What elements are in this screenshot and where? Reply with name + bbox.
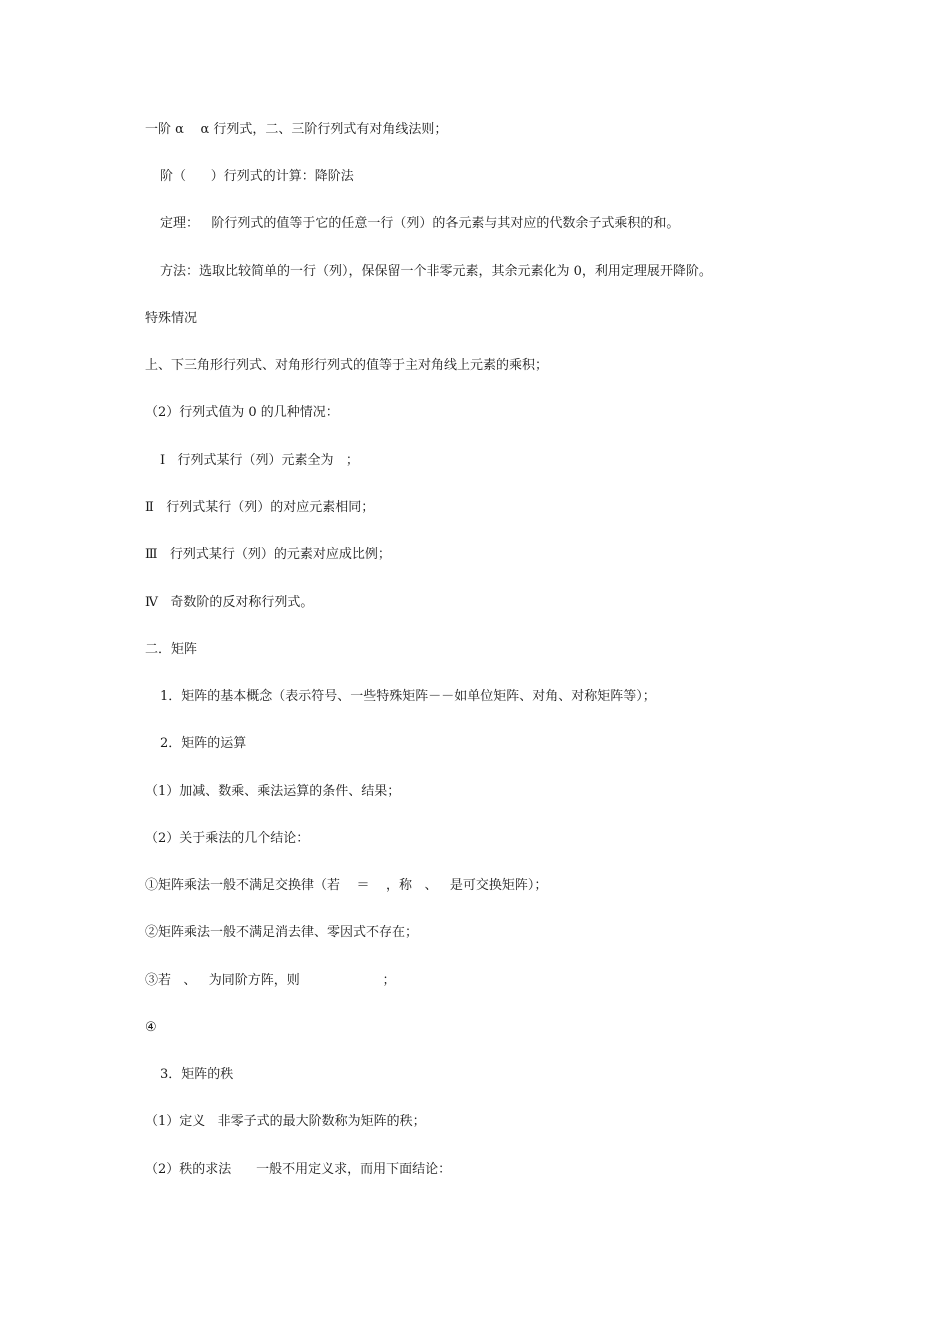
text-line-15: （1）加减、数乘、乘法运算的条件、结果；	[145, 784, 401, 799]
subsection-heading-operations: 2．矩阵的运算	[160, 736, 247, 751]
text-line-1: 一阶 α α 行列式，二、三阶行列式有对角线法则；	[145, 122, 448, 137]
text-line-3: 定理： 阶行列式的值等于它的任意一行（列）的各元素与其对应的代数余子式乘积的和。	[160, 216, 680, 231]
text-line-23: （2）秩的求法 一般不用定义求，而用下面结论：	[145, 1162, 452, 1177]
text-line-4: 方法：选取比较简单的一行（列），保保留一个非零元素，其余元素化为 0，利用定理展开降阶。	[160, 264, 712, 279]
section-heading-matrix: 二．矩阵	[145, 642, 198, 657]
list-item-iv: Ⅳ 奇数阶的反对称行列式。	[145, 595, 314, 610]
conclusion-4: ④	[145, 1020, 157, 1035]
conclusion-2: ②矩阵乘法一般不满足消去律、零因式不存在；	[145, 925, 419, 940]
text-line-2: 阶（ ）行列式的计算：降阶法	[160, 169, 354, 184]
text-line-7: （2）行列式值为 0 的几种情况：	[145, 405, 339, 420]
conclusion-3: ③若 、 为同阶方阵，则 ；	[145, 973, 396, 988]
subsection-heading-rank: 3．矩阵的秩	[160, 1067, 234, 1082]
list-item-ii: Ⅱ 行列式某行（列）的对应元素相同；	[145, 500, 375, 515]
conclusion-1: ①矩阵乘法一般不满足交换律（若 ＝ ，称 、 是可交换矩阵）；	[145, 878, 548, 893]
section-heading-special-cases: 特殊情况	[145, 311, 198, 326]
text-line-16: （2）关于乘法的几个结论：	[145, 831, 310, 846]
list-item-i: Ⅰ 行列式某行（列）元素全为 ；	[160, 453, 359, 468]
text-line-13: 1．矩阵的基本概念（表示符号、一些特殊矩阵－－如单位矩阵、对角、对称矩阵等）；	[160, 689, 656, 704]
list-item-iii: Ⅲ 行列式某行（列）的元素对应成比例；	[145, 547, 391, 562]
text-line-6: 上、下三角形行列式、对角形行列式的值等于主对角线上元素的乘积；	[145, 358, 549, 373]
text-line-22: （1）定义 非零子式的最大阶数称为矩阵的秩；	[145, 1114, 426, 1129]
